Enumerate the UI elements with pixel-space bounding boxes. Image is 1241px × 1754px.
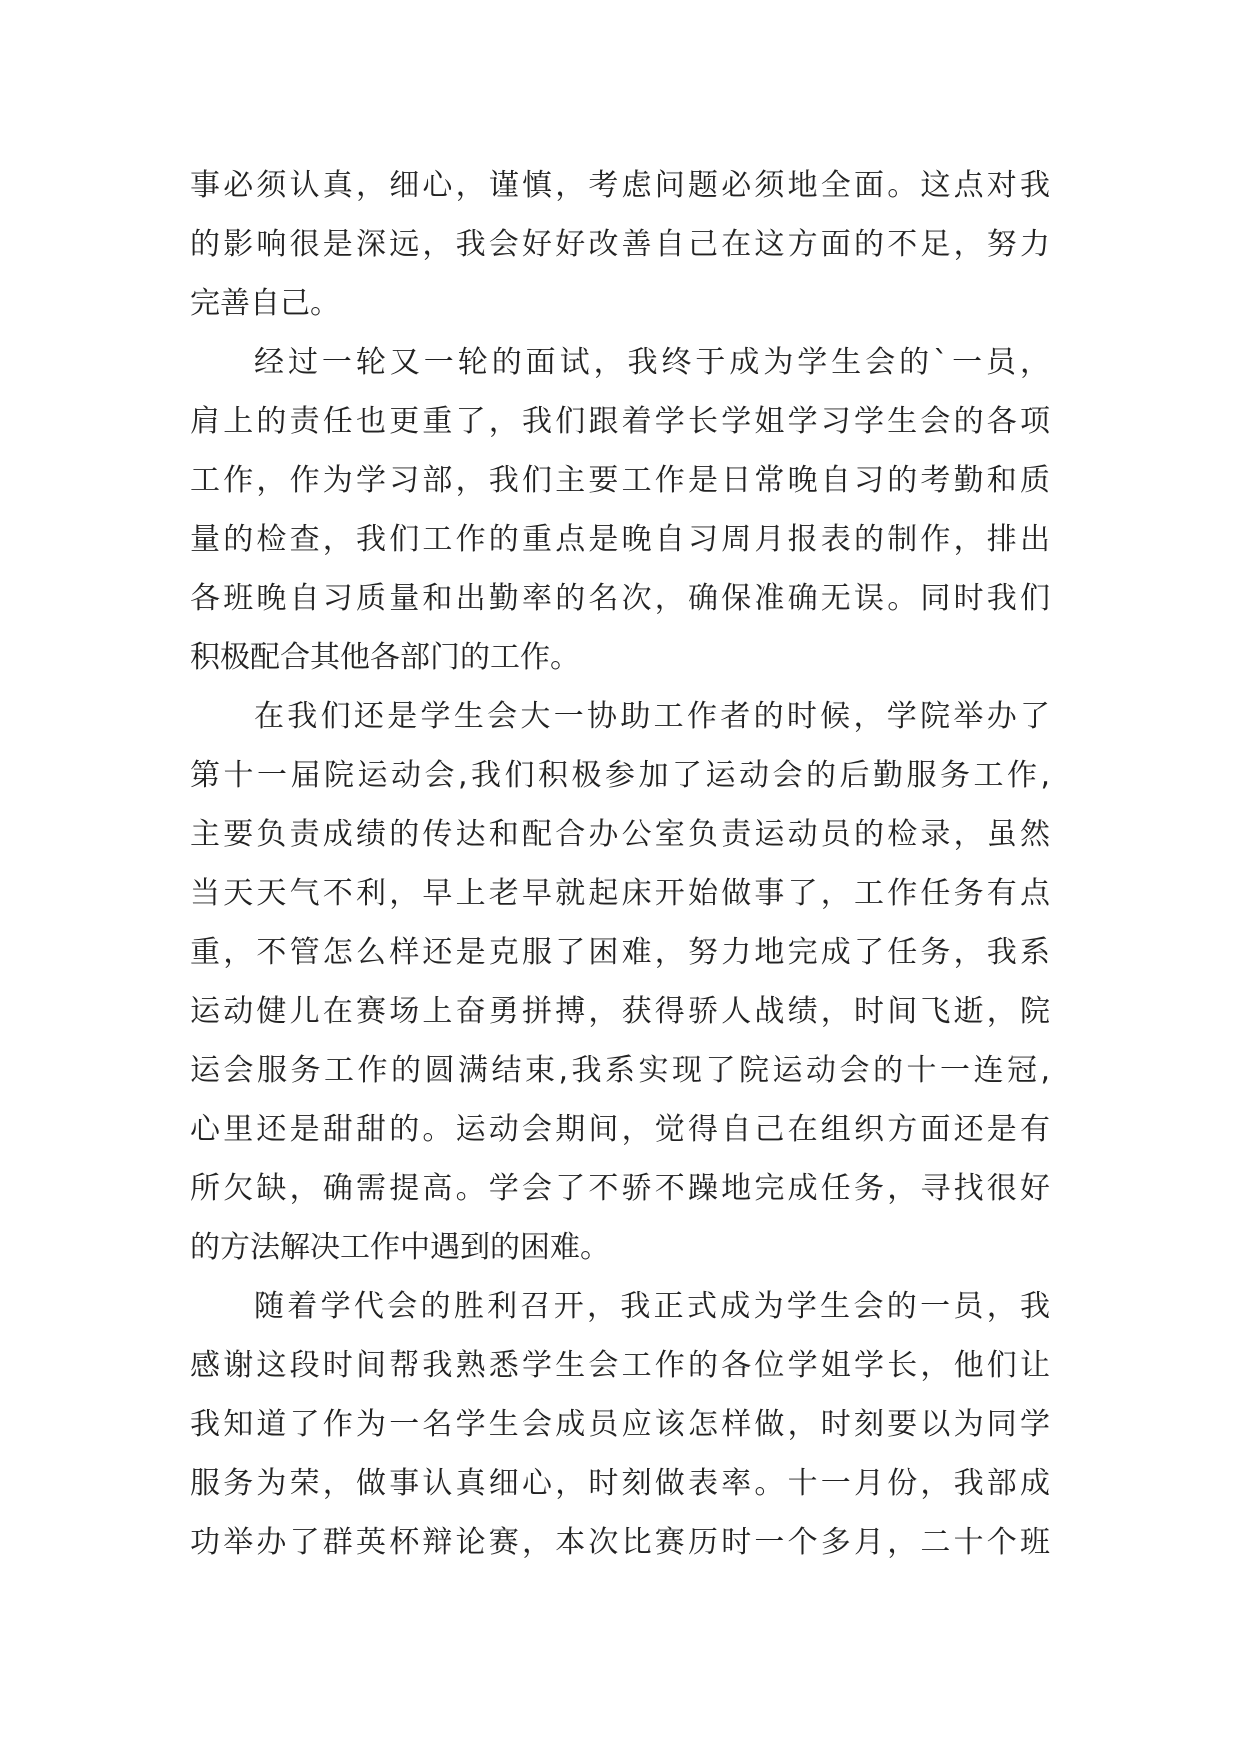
text-line: 积极配合其他各部门的工作。 bbox=[190, 640, 580, 675]
text-line: 随着学代会的胜利召开，我正式成为学生会的一员，我 bbox=[254, 1289, 1050, 1324]
text-line: 运动健儿在赛场上奋勇拼搏，获得骄人战绩，时间飞逝，院 bbox=[190, 994, 1050, 1029]
text-line: 在我们还是学生会大一协助工作者的时候，学院举办了 bbox=[254, 699, 1050, 734]
text-line: 经过一轮又一轮的面试，我终于成为学生会的`一员， bbox=[254, 345, 1050, 380]
paragraph bbox=[190, 156, 1050, 333]
text-line: 重，不管怎么样还是克服了困难，努力地完成了任务，我系 bbox=[190, 935, 1050, 970]
text-line: 服务为荣，做事认真细心，时刻做表率。十一月份，我部成 bbox=[190, 1466, 1050, 1501]
text-line: 我知道了作为一名学生会成员应该怎样做，时刻要以为同学 bbox=[190, 1407, 1050, 1442]
paragraph bbox=[190, 1277, 1050, 1572]
text-line: 量的检查，我们工作的重点是晚自习周月报表的制作，排出 bbox=[190, 522, 1050, 557]
text-line: 事必须认真，细心，谨慎，考虑问题必须地全面。这点对我 bbox=[190, 168, 1050, 203]
text-line: 的影响很是深远，我会好好改善自己在这方面的不足，努力 bbox=[190, 227, 1050, 262]
text-line: 完善自己。 bbox=[190, 286, 340, 321]
text-line: 当天天气不利，早上老早就起床开始做事了，工作任务有点 bbox=[190, 876, 1050, 911]
text-line: 工作，作为学习部，我们主要工作是日常晚自习的考勤和质 bbox=[190, 463, 1050, 498]
paragraph bbox=[190, 333, 1050, 687]
text-line: 各班晚自习质量和出勤率的名次，确保准确无误。同时我们 bbox=[190, 581, 1050, 616]
text-line: 的方法解决工作中遇到的困难。 bbox=[190, 1230, 610, 1265]
text-line: 主要负责成绩的传达和配合办公室负责运动员的检录，虽然 bbox=[190, 817, 1050, 852]
text-line: 肩上的责任也更重了，我们跟着学长学姐学习学生会的各项 bbox=[190, 404, 1050, 439]
text-line: 感谢这段时间帮我熟悉学生会工作的各位学姐学长，他们让 bbox=[190, 1348, 1050, 1383]
paragraph bbox=[190, 687, 1050, 1277]
text-line: 心里还是甜甜的。运动会期间，觉得自己在组织方面还是有 bbox=[190, 1112, 1050, 1147]
text-line: 运会服务工作的圆满结束,我系实现了院运动会的十一连冠, bbox=[190, 1053, 1050, 1088]
text-line: 所欠缺，确需提高。学会了不骄不躁地完成任务，寻找很好 bbox=[190, 1171, 1050, 1206]
text-line: 第十一届院运动会,我们积极参加了运动会的后勤服务工作, bbox=[190, 758, 1050, 793]
text-line: 功举办了群英杯辩论赛，本次比赛历时一个多月，二十个班 bbox=[190, 1525, 1050, 1560]
body-text bbox=[190, 156, 1050, 1572]
